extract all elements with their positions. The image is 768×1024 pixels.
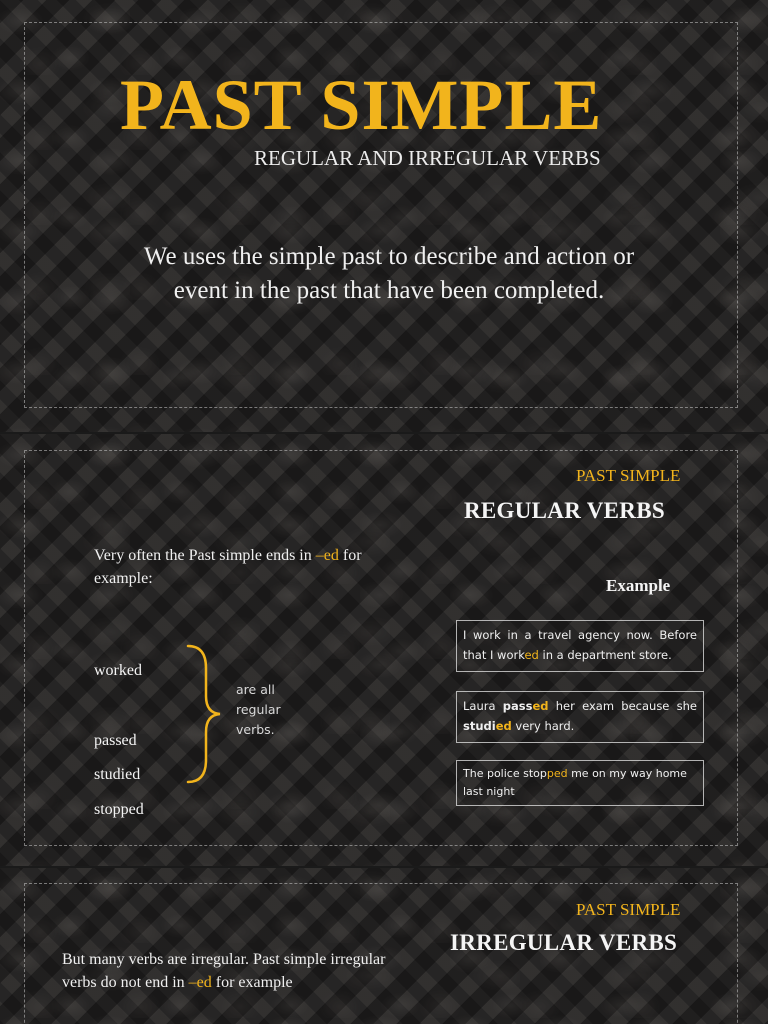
page-title: PAST SIMPLE — [120, 65, 603, 145]
curly-brace-icon — [184, 638, 244, 788]
slide-regular-verbs — [0, 434, 768, 866]
example-text: I work in a travel agency now. Before that I work — [463, 628, 697, 662]
example-text: me on my way home last night — [463, 767, 687, 798]
section-title: IRREGULAR VERBS — [450, 930, 678, 955]
ed-suffix: ed — [495, 719, 512, 733]
example-text: Laura — [463, 699, 503, 713]
example-box-1 — [456, 620, 704, 672]
verb-passed: passed — [94, 732, 137, 749]
verb-stem: pass — [502, 699, 533, 713]
intro-text-end: for example — [211, 974, 293, 991]
intro-text: Very often the Past simple ends in — [94, 547, 316, 564]
ed-suffix: –ed — [315, 547, 339, 564]
verb-studied: studied — [94, 766, 141, 783]
page-subtitle: REGULAR AND IRREGULAR VERBS — [254, 146, 601, 170]
section-title: REGULAR VERBS — [464, 498, 665, 523]
example-text: The police stop — [463, 767, 547, 780]
verb-stopped: stopped — [94, 801, 144, 818]
example-text: her exam because she — [548, 699, 697, 713]
ed-suffix: –ed — [188, 974, 212, 991]
example-box-2 — [456, 691, 704, 743]
example-text: in a department store. — [538, 648, 672, 662]
irregular-intro — [62, 948, 392, 994]
verb-worked: worked — [94, 662, 142, 679]
section-kicker: PAST SIMPLE — [576, 900, 681, 919]
example-box-3 — [456, 760, 704, 806]
section-kicker: PAST SIMPLE — [576, 466, 681, 485]
ed-suffix: ped — [546, 767, 568, 780]
slide-title — [0, 0, 768, 432]
example-heading: Example — [606, 576, 671, 595]
regular-intro — [94, 544, 384, 590]
ed-suffix: ed — [524, 648, 539, 662]
example-text: very hard. — [511, 719, 575, 733]
intro-text: But many verbs are irregular. Past simple irregular verbs do not end in — [62, 951, 386, 991]
verb-stem: studi — [463, 719, 496, 733]
ed-suffix: ed — [532, 699, 549, 713]
brace-note: are all regular verbs. — [236, 682, 281, 737]
intro-text-end: for example: — [94, 547, 362, 587]
intro-paragraph: We uses the simple past to describe and action or event in the past that have been completed. — [143, 243, 635, 304]
slide-irregular-verbs — [0, 868, 768, 1024]
